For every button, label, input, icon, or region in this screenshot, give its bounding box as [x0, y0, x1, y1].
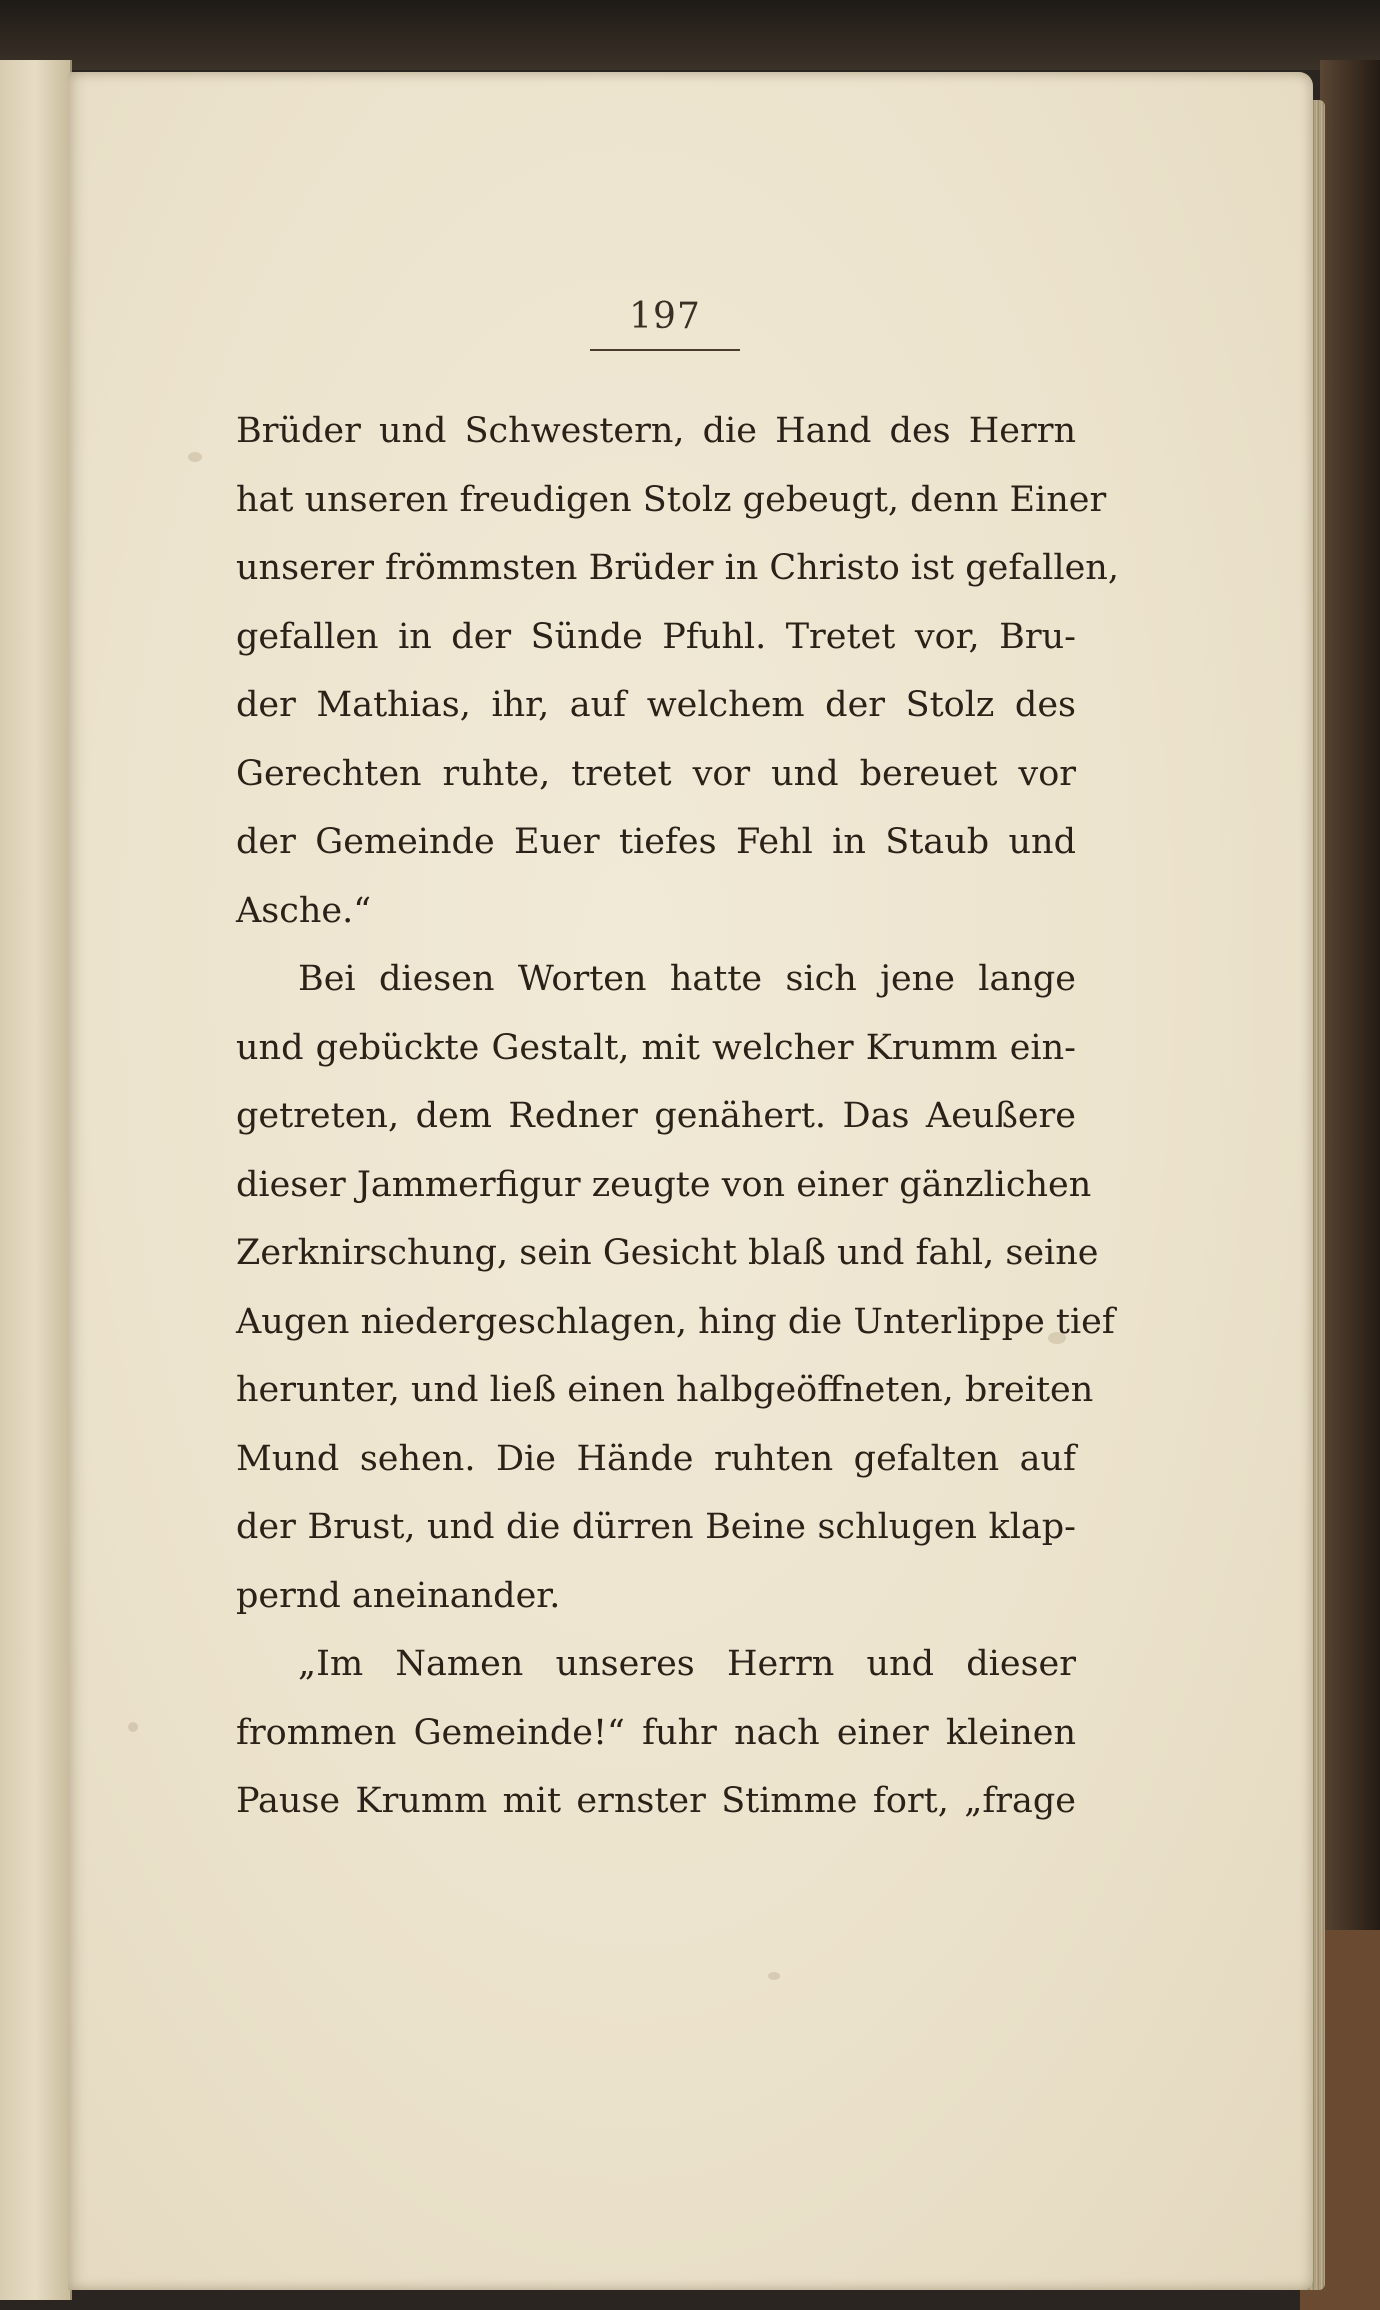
text-line: hat unseren freudigen Stolz gebeugt, denn Einer [236, 479, 1107, 520]
page-number-rule [590, 349, 740, 351]
text-line: „Im Namen unseres Herrn und dieser [298, 1644, 1076, 1684]
foxing-spot [188, 452, 202, 462]
scan-background-top [0, 0, 1380, 70]
text-line: der Brust, und die dürren Beine schlugen klap- [236, 1507, 1076, 1547]
text-line: der Mathias, ihr, auf welchem der Stolz des [236, 685, 1076, 725]
text-line: dieser Jammerfigur zeugte von einer gänzlichen [236, 1164, 1092, 1205]
text-line: und gebückte Gestalt, mit welcher Krumm ein- [236, 1027, 1076, 1068]
foxing-spot [128, 1722, 138, 1732]
text-line: Mund sehen. Die Hände ruhten gefalten auf [236, 1438, 1076, 1479]
text-line: Brüder und Schwestern, die Hand des Herrn [236, 411, 1076, 451]
text-line: der Gemeinde Euer tiefes Fehl in Staub und [236, 822, 1076, 862]
text-line: Asche.“ [236, 890, 372, 931]
text-line: Augen niedergeschlagen, hing die Unterlippe tief [236, 1301, 1115, 1342]
text-line: frommen Gemeinde!“ fuhr nach einer kleinen [236, 1712, 1076, 1753]
previous-page-edge [0, 60, 72, 2300]
text-line: Pause Krumm mit ernster Stimme fort, „frage [236, 1781, 1076, 1821]
text-line: Gerechten ruhte, tretet vor und bereuet vor [236, 753, 1076, 794]
page-number: 197 [629, 296, 701, 337]
text-line: pernd aneinander. [236, 1575, 561, 1616]
text-line: getreten, dem Redner genähert. Das Aeußere [236, 1096, 1076, 1136]
text-line: Zerknirschung, sein Gesicht blaß und fahl, seine [236, 1233, 1099, 1273]
body-text [236, 397, 1119, 1836]
text-line: gefallen in der Sünde Pfuhl. Tretet vor, Bru- [236, 616, 1076, 657]
text-line: Bei diesen Worten hatte sich jene lange [298, 959, 1076, 999]
foxing-spot [768, 1972, 780, 1980]
text-line: unserer frömmsten Brüder in Christo ist gefallen, [236, 548, 1119, 588]
text-line: herunter, und ließ einen halbgeöffneten, breiten [236, 1370, 1094, 1410]
